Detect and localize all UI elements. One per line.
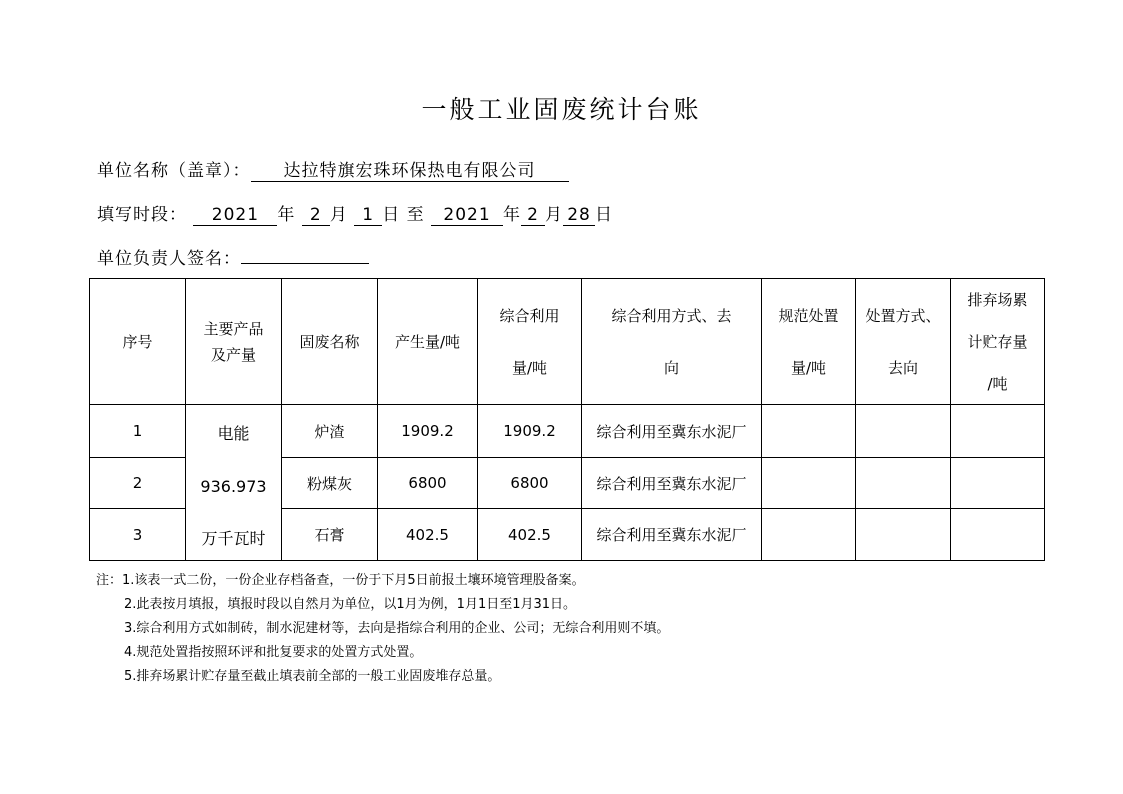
note-item: 2.此表按月填报，填报时段以自然月为单位，以1月为例，1月1日至1月31日。 [124,597,577,612]
note-item: 注：1.该表一式二份，一份企业存档备查，一份于下月5日前报土壤环境管理股备案。 [96,573,585,588]
day-unit: 日 [595,205,614,225]
page-title: 一般工业固废统计台账 [421,95,702,124]
note-item: 3.综合利用方式如制砖，制水泥建材等，去向是指综合利用的企业、公司；无综合利用则不填。 [124,621,670,636]
cell-waste: 石膏 [282,509,378,561]
year-unit: 年 [277,205,296,225]
cell-product: 电能 936.973 万千瓦时 [186,405,282,561]
cell-production: 6800 [378,458,478,509]
cell-utilization: 402.5 [478,509,582,561]
cell-storage [951,509,1045,561]
unit-name-label: 单位名称（盖章）： [97,161,251,181]
unit-name-value: 达拉特旗宏珠环保热电有限公司 [251,161,569,182]
header-waste-name: 固废名称 [282,279,378,405]
cell-storage [951,405,1045,458]
header-disposal-method: 处置方式、 去向 [856,279,951,405]
end-month: 2 [521,205,545,226]
start-year: 2021 [193,205,277,226]
cell-production: 402.5 [378,509,478,561]
cell-utilization: 1909.2 [478,405,582,458]
header-production: 产生量/吨 [378,279,478,405]
cell-disposal-method [856,405,951,458]
unit-name-row [97,156,569,182]
notes-section [96,569,669,689]
cell-seq: 3 [90,509,186,561]
table-row [90,405,1045,458]
cell-waste: 粉煤灰 [282,458,378,509]
year-unit: 年 [503,205,522,225]
signer-row [97,243,369,269]
cell-disposal [762,405,856,458]
start-day: 1 [354,205,382,226]
period-row [97,200,613,226]
waste-ledger-table [89,278,1045,561]
signer-field[interactable] [241,243,369,264]
table-header-row [90,279,1045,405]
end-day: 28 [563,205,595,226]
cell-utilization-method: 综合利用至冀东水泥厂 [582,509,762,561]
cell-utilization: 6800 [478,458,582,509]
cell-disposal [762,509,856,561]
period-label: 填写时段： [97,205,187,225]
header-seq: 序号 [90,279,186,405]
header-storage: 排弃场累 计贮存量 /吨 [951,279,1045,405]
note-item: 5.排弃场累计贮存量至截止填表前全部的一般工业固废堆存总量。 [124,669,501,684]
signer-label: 单位负责人签名： [97,249,241,269]
note-item: 4.规范处置指按照环评和批复要求的处置方式处置。 [124,645,423,660]
cell-seq: 2 [90,458,186,509]
to-label: 至 [406,205,425,225]
cell-production: 1909.2 [378,405,478,458]
month-unit: 月 [545,205,564,225]
cell-storage [951,458,1045,509]
header-disposal: 规范处置 量/吨 [762,279,856,405]
header-product: 主要产品 及产量 [186,279,282,405]
cell-waste: 炉渣 [282,405,378,458]
cell-disposal-method [856,458,951,509]
cell-disposal [762,458,856,509]
start-month: 2 [302,205,330,226]
end-year: 2021 [431,205,503,226]
cell-seq: 1 [90,405,186,458]
month-unit: 月 [329,205,348,225]
header-utilization: 综合利用 量/吨 [478,279,582,405]
cell-utilization-method: 综合利用至冀东水泥厂 [582,405,762,458]
cell-disposal-method [856,509,951,561]
header-utilization-method: 综合利用方式、去 向 [582,279,762,405]
day-unit: 日 [382,205,401,225]
cell-utilization-method: 综合利用至冀东水泥厂 [582,458,762,509]
